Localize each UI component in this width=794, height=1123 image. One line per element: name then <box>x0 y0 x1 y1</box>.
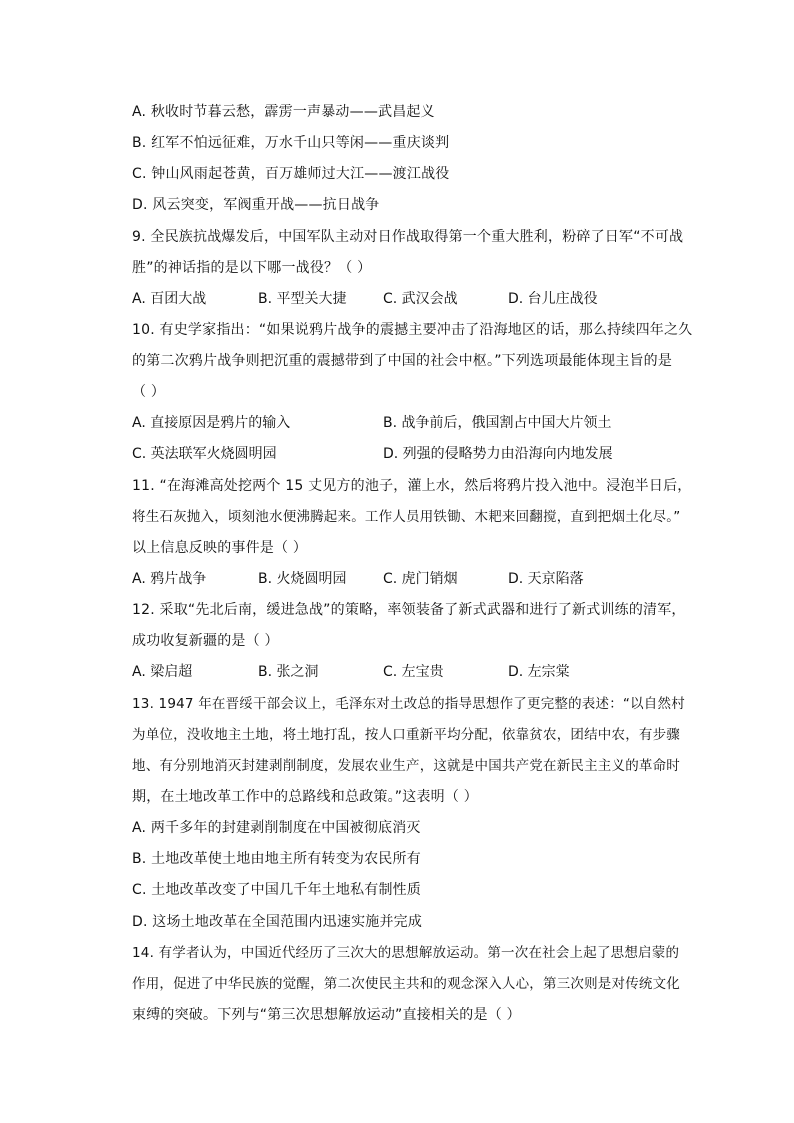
q9-option-d: D. 台儿庄战役 <box>508 291 598 307</box>
q8-option-a: A. 秋收时节暮云愁，霹雳一声暴动——武昌起义 <box>132 104 435 120</box>
q11-stem-line3: 以上信息反映的事件是（ ） <box>132 540 308 556</box>
q9-options <box>132 289 732 309</box>
q11-option-b: B. 火烧圆明园 <box>258 571 347 587</box>
q10-option-a: A. 直接原因是鸦片的输入 <box>132 415 291 431</box>
q9-stem-line2: 胜”的神话指的是以下哪一战役？（ ） <box>132 260 372 276</box>
q13-option-c: C. 土地改革改变了中国几千年土地私有制性质 <box>132 882 422 898</box>
q12-stem-line2: 成功收复新疆的是（ ） <box>132 633 279 649</box>
q10-option-b: B. 战争前后，俄国割占中国大片领土 <box>383 415 612 431</box>
q10-stem-line1: 10. 有史学家指出：“如果说鸦片战争的震撼主要冲击了沿海地区的话，那么持续四年之久 <box>132 322 693 338</box>
q11-option-c: C. 虎门销烟 <box>383 571 458 587</box>
q10-stem-line2: 的第二次鸦片战争则把沉重的震撼带到了中国的社会中枢。”下列选项最能体现主旨的是 <box>132 353 673 369</box>
q11-stem-line1: 11. “在海滩高处挖两个 15 丈见方的池子，灌上水，然后将鸦片投入池中。浸泡半日后， <box>132 478 692 494</box>
q11-option-d: D. 天京陷落 <box>508 571 584 587</box>
q9-option-b: B. 平型关大捷 <box>258 291 347 307</box>
q10-option-d: D. 列强的侵略势力由沿海向内地发展 <box>383 446 613 462</box>
q11-option-a: A. 鸦片战争 <box>132 571 207 587</box>
q10-stem-line3: （ ） <box>132 384 166 400</box>
q13-option-a: A. 两千多年的封建剥削制度在中国被彻底消灭 <box>132 820 421 836</box>
q12-option-b: B. 张之洞 <box>258 664 319 680</box>
q12-options <box>132 662 732 682</box>
q12-option-c: C. 左宝贵 <box>383 664 444 680</box>
q11-options <box>132 569 732 589</box>
q14-stem-line1: 14. 有学者认为，中国近代经历了三次大的思想解放运动。第一次在社会上起了思想启蒙的 <box>132 945 680 961</box>
q13-stem-line3: 地、有分别地消灭封建剥削制度，发展农业生产，这就是中国共产党在新民主主义的革命时 <box>132 758 680 774</box>
q13-option-b: B. 土地改革使土地由地主所有转变为农民所有 <box>132 851 421 867</box>
q13-option-d: D. 这场土地改革在全国范围内迅速实施并完成 <box>132 914 423 930</box>
q10-options-row1 <box>132 413 732 433</box>
q8-option-b: B. 红军不怕远征难，万水千山只等闲——重庆谈判 <box>132 135 450 151</box>
q12-option-d: D. 左宗棠 <box>508 664 570 680</box>
q8-option-c: C. 钟山风雨起苍黄，百万雄师过大江——渡江战役 <box>132 166 450 182</box>
q13-stem-line1: 13. 1947 年在晋绥干部会议上，毛泽东对土改总的指导思想作了更完整的表述：“以自然村 <box>132 696 685 712</box>
q13-stem-line4: 期，在土地改革工作中的总路线和总政策。”这表明（ ） <box>132 789 478 805</box>
q13-stem-line2: 为单位，没收地主土地，将土地打乱，按人口重新平均分配，依靠贫农，团结中农，有步骤 <box>132 727 680 743</box>
q11-stem-line2: 将生石灰抛入，顷刻池水便沸腾起来。工作人员用铁锄、木耙来回翻搅，直到把烟土化尽。” <box>132 509 681 525</box>
q8-option-d: D. 风云突变，军阀重开战——抗日战争 <box>132 197 380 213</box>
q12-stem-line1: 12. 采取“先北后南，缓进急战”的策略，率领装备了新式武器和进行了新式训练的清军， <box>132 602 686 618</box>
q14-stem-line3: 束缚的突破。下列与“第三次思想解放运动”直接相关的是（ ） <box>132 1007 521 1023</box>
q9-option-a: A. 百团大战 <box>132 291 207 307</box>
q14-stem-line2: 作用，促进了中华民族的觉醒，第二次使民主共和的观念深入人心，第三次则是对传统文化 <box>132 976 680 992</box>
q10-option-c: C. 英法联军火烧圆明园 <box>132 446 277 462</box>
q10-options-row2 <box>132 444 732 464</box>
q9-stem-line1: 9. 全民族抗战爆发后，中国军队主动对日作战取得第一个重大胜利，粉碎了日军“不可战 <box>132 229 684 245</box>
q12-option-a: A. 梁启超 <box>132 664 193 680</box>
q9-option-c: C. 武汉会战 <box>383 291 458 307</box>
